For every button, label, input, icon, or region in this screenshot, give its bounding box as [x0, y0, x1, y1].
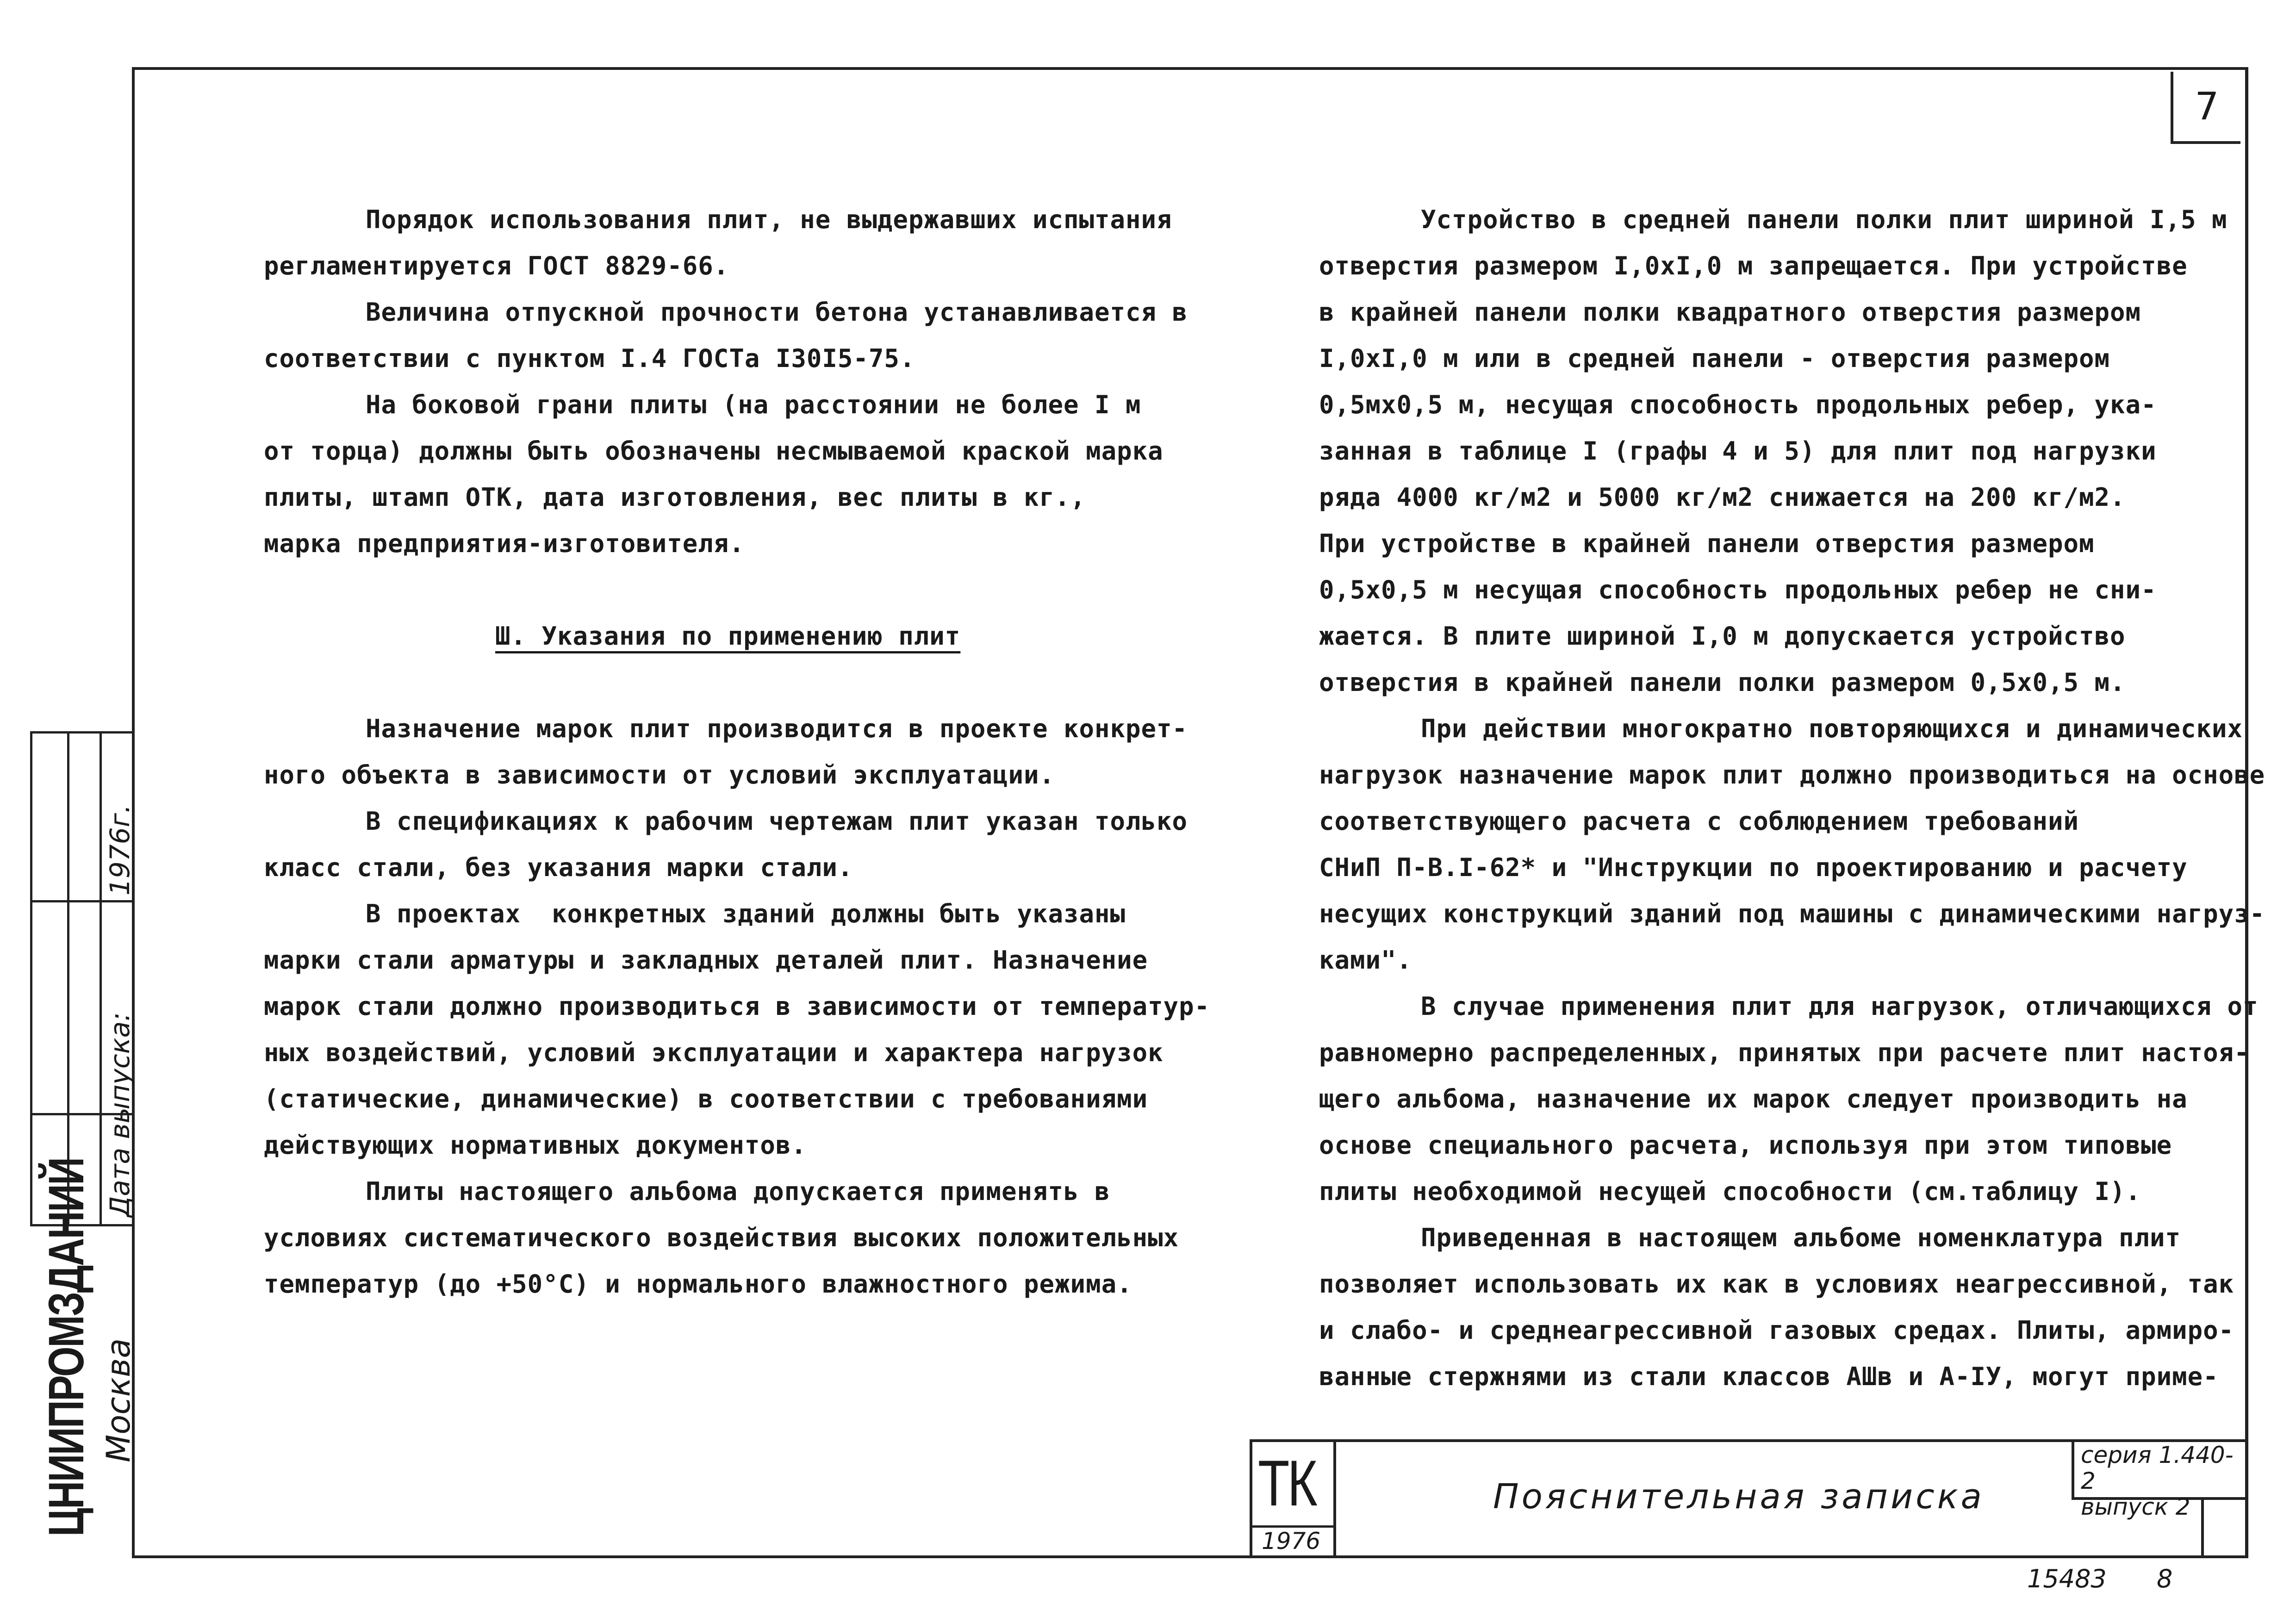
text-line: ных воздействий, условий эксплуатации и характера нагрузок [264, 1038, 1164, 1067]
text-line: 0,5мх0,5 м, несущая способность продольных ребер, ука- [1319, 390, 2157, 419]
issue-year: 1976г. [104, 804, 136, 895]
text-line: несущих конструкций зданий под машины с динамическими нагруз- [1319, 899, 2265, 928]
text-line: в крайней панели полки квадратного отверстия размером [1319, 298, 2141, 327]
document-title: Пояснительная записка [1493, 1477, 1985, 1517]
text-line: ряда 4000 кг/м2 и 5000 кг/м2 снижается на 200 кг/м2. [1319, 483, 2126, 512]
text-line: температур (до +50°С) и нормального влажностного режима. [264, 1269, 1132, 1299]
text-line: Порядок использования плит, не выдержавших испытания [366, 205, 1172, 234]
text-line: отверстия размером I,0xI,0 м запрещается. При устройстве [1319, 251, 2188, 280]
text-line: нагрузок назначение марок плит должно производиться на основе [1319, 760, 2265, 790]
series-cell [2072, 1442, 2247, 1520]
text-line: условиях систематического воздействия высоких положительных [264, 1223, 1179, 1252]
text-line: 0,5х0,5 м несущая способность продольных ребер не сни- [1319, 575, 2157, 604]
page-number [2171, 72, 2240, 144]
text-line: равномерно распределенных, принятых при расчете плит настоя- [1319, 1038, 2250, 1067]
text-line: В проектах конкретных зданий должны быть указаны [366, 899, 1126, 928]
text-line [264, 659, 1210, 706]
organization-name: ЦНИИПРОМЗДАНИЙ [38, 1158, 94, 1536]
text-line [264, 567, 1210, 613]
text-line: действующих нормативных документов. [264, 1131, 807, 1160]
text-line: I,0xI,0 м или в средней панели - отверстия размером [1319, 344, 2110, 373]
text-line: марок стали должно производиться в зависимости от температур- [264, 992, 1210, 1021]
sidebar-divider [67, 731, 69, 1226]
issue-number: выпуск 2 [2081, 1493, 2190, 1520]
issue-date-label: Дата выпуска: [104, 1012, 136, 1217]
sheet-cell [2201, 1500, 2250, 1555]
text-line: соответствующего расчета с соблюдением требований [1319, 807, 2079, 836]
text-line: отверстия в крайней панели полки размером 0,5х0,5 м. [1319, 668, 2126, 697]
text-line: соответствии с пунктом I.4 ГОСТа I30I5-75. [264, 344, 915, 373]
text-line: Величина отпускной прочности бетона устанавливается в [366, 298, 1188, 327]
text-line: класс стали, без указания марки стали. [264, 853, 853, 882]
tk-year: 1976 [1262, 1528, 1321, 1555]
text-line: от торца) должны быть обозначены несмываемой краской марка [264, 436, 1164, 466]
text-line: СНиП П-В.I-62* и "Инструкции по проектированию и расчету [1319, 853, 2188, 882]
text-line: ного объекта в зависимости от условий эксплуатации. [264, 760, 1055, 790]
organization-city: Москва [100, 1338, 137, 1462]
text-line: На боковой грани плиты (на расстоянии не более I м [366, 390, 1141, 419]
text-line: Плиты настоящего альбома допускается применять в [366, 1177, 1110, 1206]
tk-mark-cell [1252, 1442, 1336, 1555]
text-line: занная в таблице I (графы 4 и 5) для плит под нагрузки [1319, 436, 2157, 466]
title-block [1250, 1439, 2247, 1555]
text-line: плиты необходимой несущей способности (см.таблицу I). [1319, 1177, 2141, 1206]
text-line: Устройство в средней панели полки плит шириной I,5 м [1421, 205, 2228, 234]
tk-mark: ТК [1258, 1447, 1316, 1519]
sheet-count: 8 [2157, 1564, 2173, 1593]
text-line: жается. В плите шириной I,0 м допускается устройство [1319, 622, 2126, 651]
approval-sidebar [30, 731, 136, 1226]
series-number: серия 1.440-2 [2081, 1442, 2234, 1494]
text-line: регламентируется ГОСТ 8829-66. [264, 251, 729, 280]
text-line: При действии многократно повторяющихся и динамических [1421, 714, 2243, 743]
inventory-number: 15483 [2027, 1564, 2107, 1593]
page-number-text: 7 [2195, 84, 2219, 129]
text-line: марка предприятия-изготовителя. [264, 529, 745, 558]
text-line: (статические, динамические) в соответствии с требованиями [264, 1084, 1148, 1113]
right-text-column [1319, 197, 2265, 1400]
text-line: марки стали арматуры и закладных деталей плит. Назначение [264, 945, 1148, 975]
section-heading: Ш. Указания по применению плит [495, 622, 961, 651]
sidebar-row-divider [30, 900, 132, 902]
text-line: ками". [1319, 945, 1412, 975]
text-line: плиты, штамп ОТК, дата изготовления, вес плиты в кг., [264, 483, 1086, 512]
sidebar-divider [100, 731, 102, 1226]
text-line: позволяет использовать их как в условиях неагрессивной, так [1319, 1269, 2234, 1299]
text-line: основе специального расчета, используя при этом типовые [1319, 1131, 2172, 1160]
text-line: Назначение марок плит производится в проекте конкрет- [366, 714, 1188, 743]
left-text-column [264, 197, 1210, 1307]
text-line: При устройстве в крайней панели отверстия размером [1319, 529, 2095, 558]
text-line: В случае применения плит для нагрузок, отличающихся от [1421, 992, 2259, 1021]
text-line: и слабо- и среднеагрессивной газовых средах. Плиты, армиро- [1319, 1316, 2234, 1345]
text-line: Приведенная в настоящем альбоме номенклатура плит [1421, 1223, 2181, 1252]
text-line: щего альбома, назначение их марок следует производить на [1319, 1084, 2188, 1113]
text-line: ванные стержнями из стали классов АШв и А-IУ, могут приме- [1319, 1362, 2219, 1391]
text-line: В спецификациях к рабочим чертежам плит указан только [366, 807, 1188, 836]
